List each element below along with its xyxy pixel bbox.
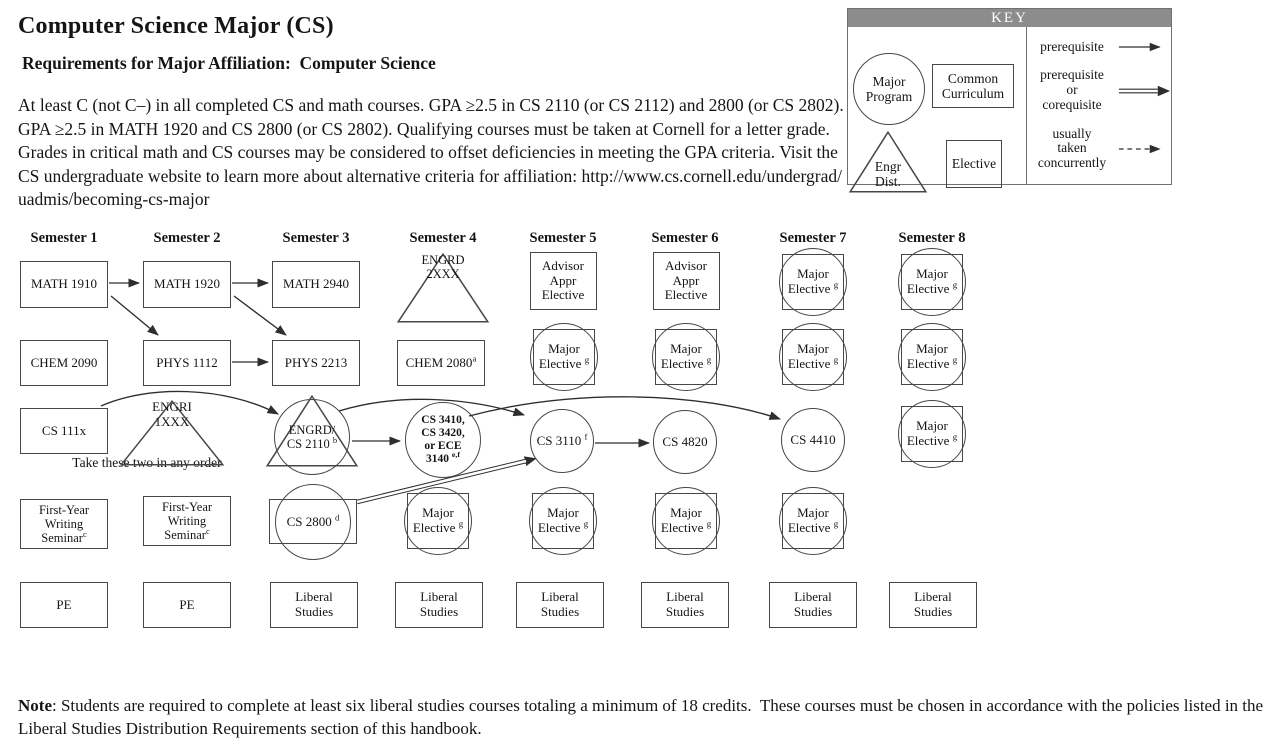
label-line: MATH 2940 [282, 275, 350, 291]
liberal-studies-s7 [769, 582, 857, 628]
label-line: Elective [541, 287, 585, 303]
affiliation-criteria-paragraph: At least C (not C–) in all completed CS and math courses. GPA ≥2.5 in CS 2110 (or CS 2112) and 2800 (or CS 2802). GPA ≥2.5 in MATH 1920 and CS 2800 (or CS 2802). Qualifying courses must be taken at Cornell for a letter grade. Grades in critical math and CS courses may be considered to offset deficiencies in meeting the GPA criteria. Visit the CS undergraduate website to learn more about alternative criteria for affiliation: http://www.cs.cornell.edu/undergrad/​uadmis/becoming-cs-major [18, 95, 844, 210]
first-year-writing-seminar-s2 [143, 496, 231, 546]
semester-header-7: Semester 7 [779, 230, 847, 246]
major-elective-s8-r3 [901, 406, 963, 462]
label-line: 2XXX [426, 267, 460, 282]
advisor-approved-elective-s6 [653, 252, 720, 310]
label-line: CHEM 2080$^a$ [405, 353, 477, 370]
node-label [270, 582, 358, 628]
label-line: MATH 1910 [30, 275, 98, 291]
node-label [782, 493, 844, 549]
engrd-2xxx [397, 253, 489, 323]
label-line: Liberal [295, 589, 333, 605]
label-line: Seminar$^c$ [164, 525, 210, 543]
superscript-note: g [952, 354, 958, 365]
label-line: PHYS 1112 [156, 354, 218, 370]
label-line: Engr [874, 158, 902, 174]
semester-header-3: Semester 3 [282, 230, 350, 246]
label-line: First-Year [38, 502, 90, 517]
label-line: CS 3110 $^f$ [536, 431, 588, 448]
label-line: Liberal [794, 589, 832, 605]
label-line: Appr [549, 272, 577, 288]
label-line: Major [547, 505, 579, 521]
superscript-note: g [833, 518, 839, 529]
semester-header-1: Semester 1 [30, 230, 98, 246]
node-label [782, 254, 844, 310]
node-label [20, 499, 108, 549]
label-line: PE [179, 596, 195, 612]
page-title: Computer Science Major (CS) [18, 13, 334, 39]
label-line: Studies [419, 604, 459, 619]
liberal-studies-s3 [270, 582, 358, 628]
label-line: taken [1057, 140, 1087, 156]
label-line: Studies [294, 604, 334, 619]
node-label [655, 329, 717, 385]
node-label [516, 582, 604, 628]
label-line: CS 4410 [790, 431, 836, 447]
label-line: Major [670, 341, 702, 357]
label-line: Major [797, 266, 829, 282]
semester-header-6: Semester 6 [651, 230, 719, 246]
label-line: Writing [44, 516, 84, 531]
liberal-studies-s5 [516, 582, 604, 628]
label-line: PE [56, 596, 72, 612]
label-line: CS 2110 $^b$ [286, 434, 338, 451]
chem-2090 [20, 340, 108, 386]
node-label [20, 408, 108, 454]
cs-3110 [530, 409, 594, 473]
node-label [407, 493, 469, 549]
label-line: Elective $^g$ [906, 431, 958, 448]
node-label [20, 582, 108, 628]
node-label [901, 329, 963, 385]
node-label [530, 409, 594, 473]
node-label [20, 261, 108, 308]
major-elective-s7-r2 [782, 329, 844, 385]
label-line: usually [1052, 125, 1092, 141]
label-line: Major [872, 73, 906, 89]
node-label [395, 582, 483, 628]
label-line: corequisite [1042, 97, 1102, 113]
label-line: Elective $^g$ [537, 518, 589, 535]
label-line: Elective $^g$ [538, 354, 590, 371]
label-line: Elective $^g$ [412, 518, 464, 535]
first-year-writing-seminar-s1 [20, 499, 108, 549]
node-label [143, 496, 231, 546]
superscript-note: g [952, 279, 958, 290]
label-line: ENGRI [152, 399, 192, 414]
chem-2080 [397, 340, 485, 386]
node-label [143, 582, 231, 628]
label-line: Major [670, 505, 702, 521]
node-label [397, 340, 485, 386]
superscript-note: g [833, 354, 839, 365]
note-body: : Students are required to complete at least six liberal studies courses totaling a minimum of 18 credits. These courses must be chosen in accordance with the policies listed in the Liberal Studies Distribution Requirements section of this handbook. [18, 696, 1264, 738]
label-line: CS 4820 [662, 433, 708, 449]
label-line: Seminar$^c$ [41, 528, 87, 546]
label-line: CS 111x [41, 422, 87, 438]
node-label [889, 582, 977, 628]
label-line: ENGRD [421, 253, 465, 267]
superscript-note: g [458, 518, 464, 529]
label-line: Advisor [665, 257, 707, 273]
node-label [272, 261, 360, 308]
superscript-note: g [706, 518, 712, 529]
semester-header-5: Semester 5 [529, 230, 597, 246]
major-elective-s8-r1 [901, 254, 963, 310]
note-label: Note [18, 696, 52, 715]
label-line: Liberal [420, 589, 458, 605]
superscript-note: g [706, 354, 712, 365]
phys-2213 [272, 340, 360, 386]
node-label [266, 399, 358, 475]
label-line: Curriculum [941, 86, 1005, 101]
label-line: Elective [664, 287, 708, 303]
label-line: Elective $^g$ [787, 354, 839, 371]
superscript-note: c [205, 525, 210, 536]
liberal-studies-s8 [889, 582, 977, 628]
order-caption: Take these two in any order [72, 455, 222, 470]
node-label [641, 582, 729, 628]
label-line: or ECE [424, 440, 462, 452]
node-label [653, 252, 720, 310]
label-line: Studies [540, 604, 580, 619]
label-line: Studies [665, 604, 705, 619]
node-label [782, 329, 844, 385]
node-label [530, 252, 597, 310]
label-line: Elective [951, 156, 997, 172]
label-line: concurrently [1037, 155, 1107, 171]
label-line: Elective $^g$ [660, 518, 712, 535]
node-label [781, 408, 845, 472]
node-label [120, 400, 224, 429]
major-elective-s5-r2 [533, 329, 595, 385]
note-paragraph [18, 694, 1266, 740]
label-line: Studies [793, 604, 833, 619]
label-line: Elective $^g$ [906, 354, 958, 371]
node-label [533, 329, 595, 385]
label-line: 3140 $^{e,f}$ [426, 450, 460, 465]
label-line: CHEM 2090 [30, 354, 98, 370]
phys-1112 [143, 340, 231, 386]
label-line: or [1066, 82, 1078, 98]
label-line: CS 2800 $^d$ [286, 512, 340, 529]
engri-1xxx [120, 400, 224, 466]
major-elective-s7-r4 [782, 493, 844, 549]
cs-111x [20, 408, 108, 454]
pe-s2 [143, 582, 231, 628]
label-line: CS 3420, [421, 427, 465, 440]
label-line: Program [865, 89, 913, 104]
label-line: MATH 1920 [153, 275, 221, 291]
node-label [532, 493, 594, 549]
semester-header-8: Semester 8 [898, 230, 966, 246]
label-line: prerequisite [1040, 38, 1104, 54]
label-line: Major [916, 341, 948, 357]
superscript-note: e,f [451, 450, 460, 460]
major-elective-s7-r1 [782, 254, 844, 310]
node-label [655, 493, 717, 549]
label-line: Writing [167, 513, 207, 528]
superscript-note: d [334, 512, 340, 523]
node-label [397, 253, 489, 281]
superscript-note: f [584, 431, 588, 442]
label-line: ENGRD/ [288, 422, 336, 437]
label-line: Liberal [914, 589, 952, 605]
label-line: Liberal [541, 589, 579, 605]
superscript-note: g [833, 279, 839, 290]
label-line: Major [916, 266, 948, 282]
engrd-cs-2110 [266, 391, 358, 473]
semester-header-2: Semester 2 [153, 230, 221, 246]
math-2940 [272, 261, 360, 308]
superscript-note: g [584, 354, 590, 365]
node-label [269, 484, 357, 560]
major-elective-s8-r2 [901, 329, 963, 385]
superscript-note: g [583, 518, 589, 529]
advisor-approved-elective-s5 [530, 252, 597, 310]
superscript-note: g [952, 431, 958, 442]
label-line: CS 3410, [421, 414, 465, 427]
semester-header-4: Semester 4 [409, 230, 477, 246]
label-line: Elective $^g$ [787, 518, 839, 535]
major-elective-s6-r2 [655, 329, 717, 385]
label-line: Elective $^g$ [906, 279, 958, 296]
math-1920 [143, 261, 231, 308]
node-label [769, 582, 857, 628]
liberal-studies-s4 [395, 582, 483, 628]
label-line: Elective $^g$ [660, 354, 712, 371]
node-label [272, 340, 360, 386]
liberal-studies-s6 [641, 582, 729, 628]
label-line: Appr [672, 272, 700, 288]
label-line: Studies [913, 604, 953, 619]
label-line: prerequisite [1040, 67, 1104, 83]
label-line: PHYS 2213 [284, 354, 348, 370]
label-line: 1XXX [154, 413, 190, 429]
cs-3410-3420-or-ece-3140 [405, 402, 481, 478]
superscript-note: a [472, 353, 477, 364]
superscript-note: b [332, 434, 338, 445]
label-line: Liberal [666, 589, 704, 605]
node-label [653, 410, 717, 474]
pe-s1 [20, 582, 108, 628]
node-label [143, 340, 231, 386]
node-label [901, 406, 963, 462]
superscript-note: c [82, 528, 87, 539]
cs-2800 [269, 484, 357, 560]
label-line: Major [548, 341, 580, 357]
math-1910 [20, 261, 108, 308]
cs-4410 [781, 408, 845, 472]
label-line: Major [916, 418, 948, 434]
cs-4820 [653, 410, 717, 474]
node-label [143, 261, 231, 308]
page-subtitle: Requirements for Major Affiliation: Computer Science [22, 53, 436, 73]
label-line: First-Year [161, 499, 213, 514]
key-title: KEY [848, 9, 1171, 27]
label-line: Advisor [542, 257, 584, 273]
label-line: Major [797, 505, 829, 521]
label-line: Major [422, 505, 454, 521]
major-elective-s4-r4 [407, 493, 469, 549]
major-elective-s6-r4 [655, 493, 717, 549]
major-elective-s5-r4 [532, 493, 594, 549]
label-line: Dist. [875, 173, 901, 189]
label-line: Major [797, 341, 829, 357]
label-line: Common [947, 70, 999, 86]
node-label [20, 340, 108, 386]
node-label [901, 254, 963, 310]
label-line: Elective $^g$ [787, 279, 839, 296]
node-label [405, 402, 481, 478]
